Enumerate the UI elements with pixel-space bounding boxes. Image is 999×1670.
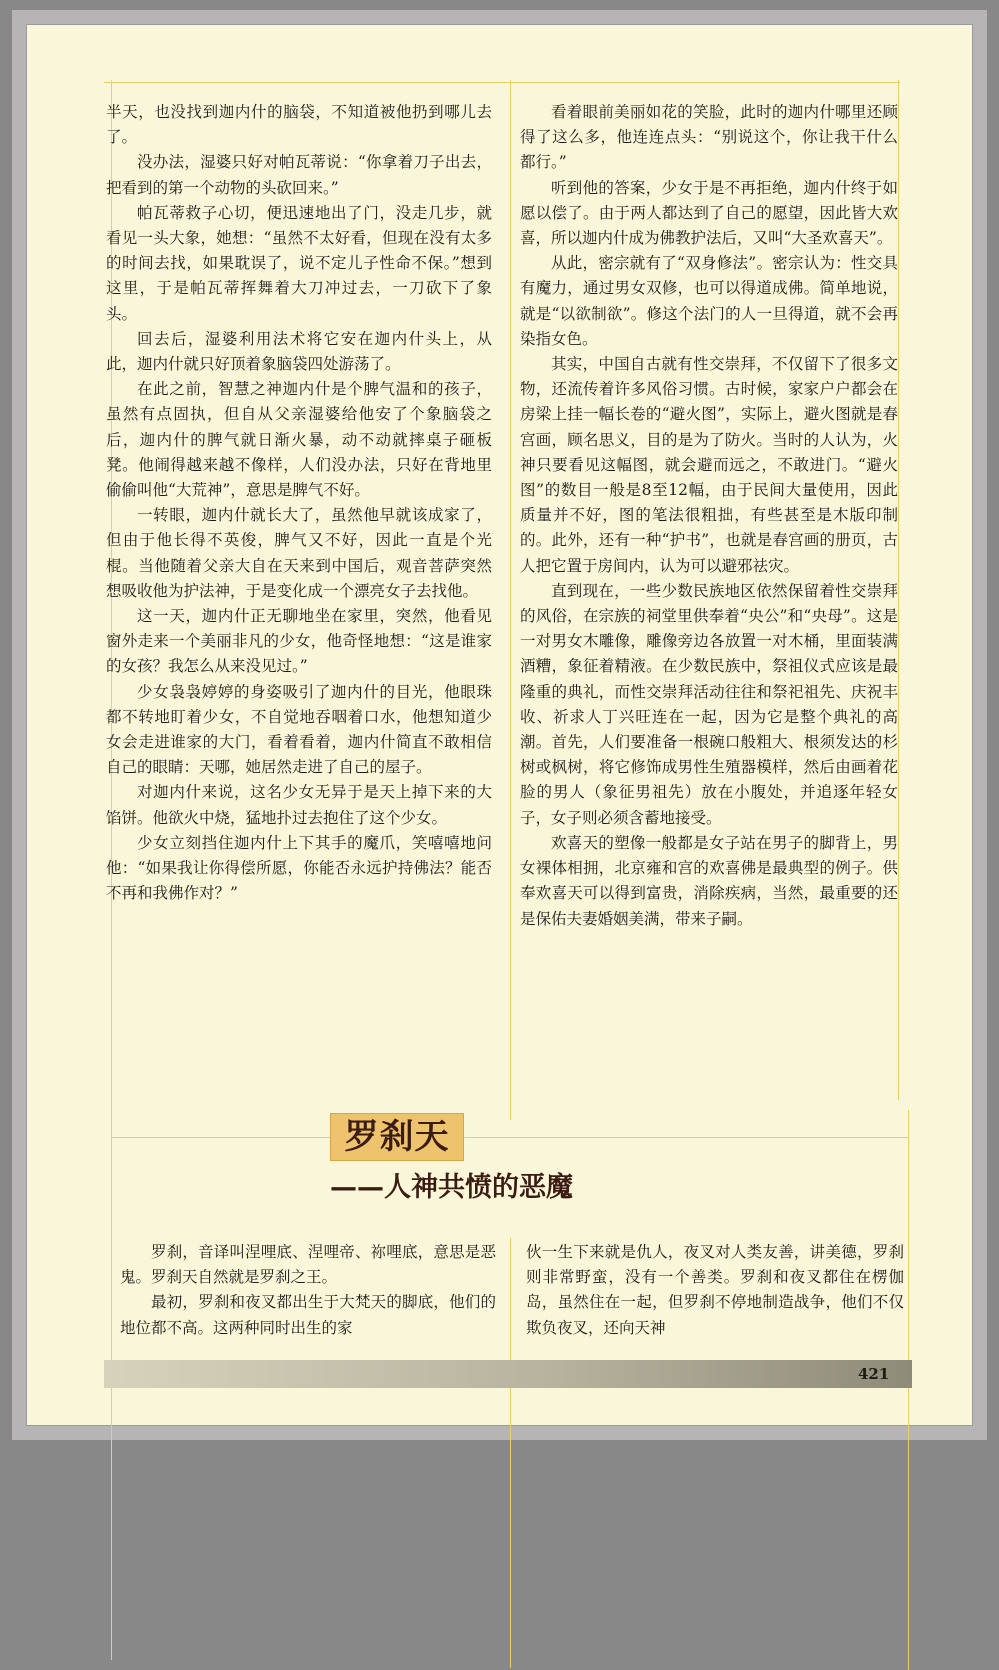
- paragraph: 回去后，湿婆利用法术将它安在迦内什头上，从此，迦内什就只好顶着象脑袋四处游荡了。: [106, 329, 492, 374]
- right-margin-line-bottom: [908, 1110, 909, 1670]
- top-margin-line: [104, 82, 900, 83]
- paragraph: 伙一生下来就是仇人，夜叉对人类友善，讲美德，罗刹则非常野蛮，没有一个善类。罗刹和夜叉都住在楞伽岛，虽然住在一起，但罗刹不停地制造战争，他们不仅欺负夜叉，还向天神: [526, 1243, 904, 1337]
- paragraph: 少女立刻挡住迦内什上下其手的魔爪，笑嘻嘻地问他：“如果我让你得偿所愿，你能否永远护持佛法？能否不再和我佛作对？”: [106, 833, 492, 903]
- section-title: 罗刹天: [330, 1113, 464, 1161]
- bottom-left-column: [120, 1240, 496, 1341]
- paragraph: 这一天，迦内什正无聊地坐在家里，突然，他看见窗外走来一个美丽非凡的少女，他奇怪地想：“这是谁家的女孩？我怎么从来没见过。”: [106, 607, 492, 676]
- section-subtitle: ——人神共愤的恶魔: [330, 1172, 573, 1203]
- paragraph: 欢喜天的塑像一般都是女子站在男子的脚背上，男女裸体相拥，北京雍和宫的欢喜佛是最典型的例子。供奉欢喜天可以得到富贵，消除疾病，当然，最重要的还是保佑夫妻婚姻美满，带来子嗣。: [520, 833, 898, 928]
- bottom-right-column: [526, 1240, 904, 1341]
- paragraph: 一转眼，迦内什就长大了，虽然他早就该成家了，但由于他长得不英俊，脾气又不好，因此一直是个光棍。当他随着父亲大自在天来到中国后，观音菩萨突然想吸收他为护法神，于是变化成一个漂亮女子去找他。: [106, 506, 492, 600]
- page-number: 421: [858, 1365, 890, 1383]
- paragraph: 在此之前，智慧之神迦内什是个脾气温和的孩子，虽然有点固执，但自从父亲湿婆给他安了个象脑袋之后，迦内什的脾气就日渐火暴，动不动就摔桌子砸板凳。他闹得越来越不像样，人们没办法，只好在背地里偷偷叫他“大荒神”，意思是脾气不好。: [106, 380, 492, 500]
- paragraph: 没办法，湿婆只好对帕瓦蒂说：“你拿着刀子出去，把看到的第一个动物的头砍回来。”: [106, 153, 492, 197]
- footer-band: [104, 1360, 912, 1388]
- right-margin-line-top: [898, 80, 899, 1100]
- paragraph: 少女袅袅婷婷的身姿吸引了迦内什的目光，他眼珠都不转地盯着少女，不自觉地吞咽着口水，他想知道少女会走进谁家的大门，看着看着，迦内什简直不敢相信自己的眼睛：天哪，她居然走进了自己的屋子。: [106, 682, 492, 777]
- center-divider-top: [510, 80, 511, 1120]
- paragraph: 从此，密宗就有了“双身修法”。密宗认为：性交具有魔力，通过男女双修，也可以得道成佛。简单地说，就是“以欲制欲”。修这个法门的人一旦得道，就不会再染指女色。: [520, 254, 898, 348]
- paragraph: 半天，也没找到迦内什的脑袋，不知道被他扔到哪儿去了。: [106, 103, 492, 147]
- paragraph: 最初，罗刹和夜叉都出生于大梵天的脚底，他们的地位都不高。这两种同时出生的家: [120, 1293, 496, 1337]
- center-divider-bottom: [510, 1238, 511, 1668]
- paragraph: 直到现在，一些少数民族地区依然保留着性交崇拜的风俗，在宗族的祠堂里供奉着“央公”和“央母”。这是一对男女木雕像，雕像旁边各放置一对木桶，里面装满酒糟，象征着精液。在少数民族中，祭祖仪式应该是最隆重的典礼，而性交崇拜活动往往和祭祀祖先、庆祝丰收、祈求人丁兴旺连在一起，因为它是整个典礼的高潮。首先，人们要准备一根碗口般粗大、根须发达的杉树或枫树，将它修饰成男性生殖器模样，然后由画着花脸的男人（象征男祖先）放在小腹处，并追逐年轻女子，女子则必须含蓄地接受。: [520, 581, 898, 827]
- paragraph: 罗刹，音译叫涅哩底、涅哩帝、祢哩底，意思是恶鬼。罗刹天自然就是罗刹之王。: [120, 1243, 496, 1287]
- paragraph: 帕瓦蒂救子心切，便迅速地出了门，没走几步，就看见一头大象，她想：“虽然不太好看，但现在没有太多的时间去找，如果耽误了，说不定儿子性命不保。”想到这里，于是帕瓦蒂挥舞着大刀冲过去，一刀砍下了象头。: [106, 203, 492, 323]
- right-column: [520, 100, 898, 932]
- paragraph: 听到他的答案，少女于是不再拒绝，迦内什终于如愿以偿了。由于两人都达到了自己的愿望，因此皆大欢喜，所以迦内什成为佛教护法后，又叫“大圣欢喜天”。: [520, 178, 898, 248]
- paragraph: 看着眼前美丽如花的笑脸，此时的迦内什哪里还顾得了这么多，他连连点头：“别说这个，你让我干什么都行。”: [520, 103, 898, 172]
- section-top-line: [111, 1137, 909, 1138]
- paragraph: 其实，中国自古就有性交崇拜，不仅留下了很多文物，还流传着许多风俗习惯。古时候，家家户户都会在房梁上挂一幅长卷的“避火图”，实际上，避火图就是春宫画，顾名思义，目的是为了防火。当时的人认为，火神只要看见这幅图，就会避而远之，不敢进门。“避火图”的数目一般是8至12幅，由于民间大量使用，因此质量并不好，图的笔法很粗拙，有些甚至是木版印制的。此外，还有一种“护书”，也就是春宫画的册页，古人把它置于房间内，认为可以避邪祛灾。: [520, 355, 898, 575]
- left-column: [106, 100, 492, 907]
- paragraph: 对迦内什来说，这名少女无异于是天上掉下来的大馅饼。他欲火中烧，猛地扑过去抱住了这个少女。: [106, 783, 492, 827]
